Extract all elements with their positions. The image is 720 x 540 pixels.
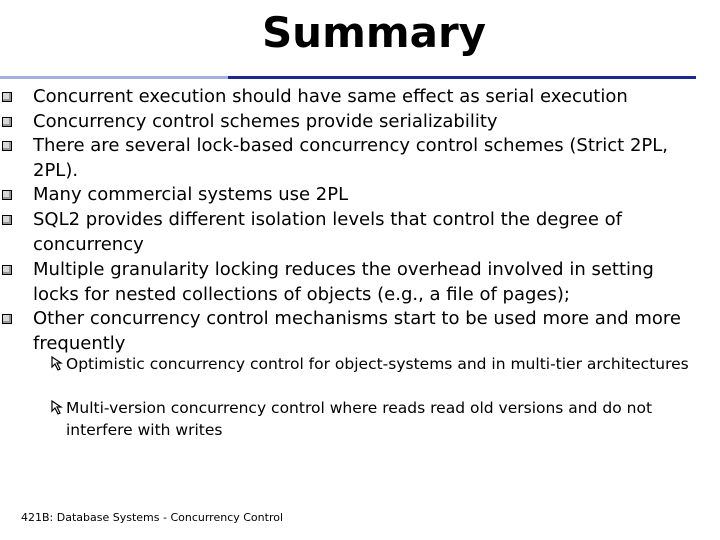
- square-bullet-icon: [2, 265, 12, 275]
- bullet-text: Many commercial systems use 2PL: [33, 184, 349, 205]
- slide-footer: 421B: Database Systems - Concurrency Control: [21, 511, 284, 524]
- bullet-text: There are several lock-based concurrency control schemes (Strict 2PL, 2PL).: [33, 135, 669, 181]
- square-bullet-icon: [2, 92, 12, 102]
- sub-bullet-text: Multi-version concurrency control where reads read old versions and do not interfere with writes: [66, 399, 653, 439]
- square-bullet-icon: [2, 314, 12, 324]
- square-bullet-icon: [2, 190, 12, 200]
- arrow-bullet-icon: [50, 356, 64, 372]
- slide-title: Summary: [261, 8, 487, 57]
- bullet-text: SQL2 provides different isolation levels that control the degree of concurrency: [33, 209, 622, 255]
- bullet-text: Other concurrency control mechanisms start to be used more and more frequently: [33, 308, 681, 354]
- bullet-text: Multiple granularity locking reduces the overhead involved in setting locks for nested collections of objects (e.g., a file of pages);: [33, 259, 654, 305]
- square-bullet-icon: [2, 215, 12, 225]
- bullet-text: Concurrency control schemes provide serializability: [33, 111, 498, 132]
- square-bullet-icon: [2, 141, 12, 151]
- bullet-text: Concurrent execution should have same effect as serial execution: [33, 86, 628, 107]
- square-bullet-icon: [2, 117, 12, 127]
- title-rule: [228, 76, 696, 79]
- arrow-bullet-icon: [50, 400, 64, 416]
- title-rule-light: [0, 76, 228, 79]
- sub-bullet-text: Optimistic concurrency control for object-systems and in multi-tier architectures: [66, 355, 689, 373]
